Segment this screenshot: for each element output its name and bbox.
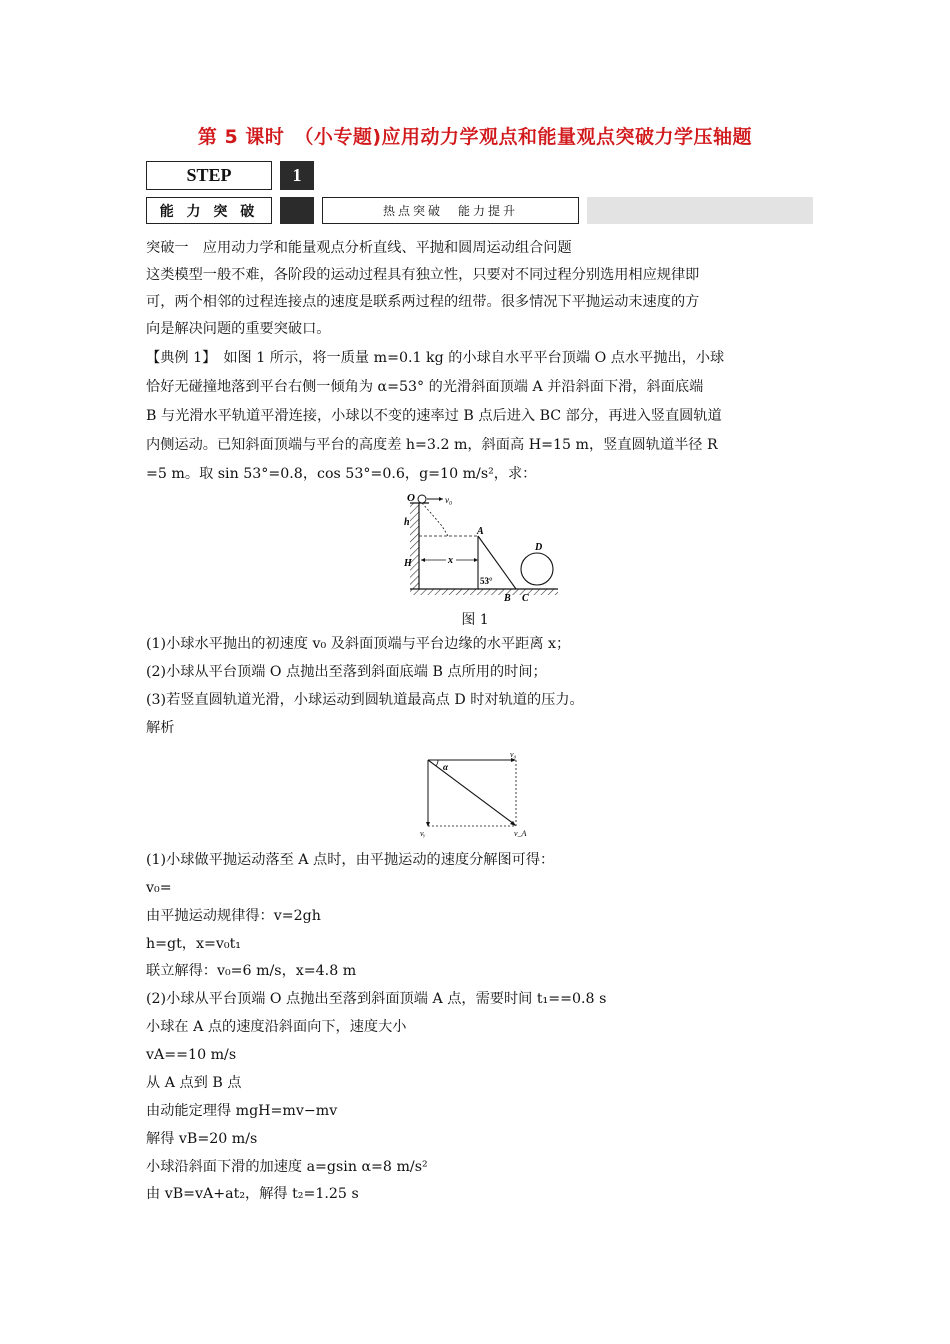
section-grey-bar bbox=[587, 197, 813, 224]
label-B: B bbox=[504, 593, 511, 604]
solution-line: 从 A 点到 B 点 bbox=[146, 1075, 242, 1091]
solution-line: 由平抛运动规律得：v=2gh bbox=[146, 908, 321, 924]
solution-line: (2)小球从平台顶端 O 点抛出至落到斜面顶端 A 点，需要时间 t₁==0.8 s bbox=[146, 991, 607, 1007]
body-line: 这类模型一般不难，各阶段的运动过程具有独立性，只要对不同过程分别选用相应规律即 bbox=[146, 267, 700, 283]
solution-heading: 解析 bbox=[146, 720, 175, 736]
section-subtitle-box: 热点突破 能力提升 bbox=[322, 197, 579, 224]
section-title-box: 能 力 突 破 bbox=[146, 197, 272, 224]
label-v0: v₀ bbox=[510, 750, 517, 759]
step-label-box: STEP bbox=[146, 161, 272, 190]
solution-line: 由 vB=vA+at₂，解得 t₂=1.25 s bbox=[146, 1186, 359, 1202]
label-D: D bbox=[535, 542, 543, 553]
body-line: 向是解决问题的重要突破口。 bbox=[146, 321, 331, 337]
solution-line: 由动能定理得 mgH=mv−mv bbox=[146, 1103, 338, 1119]
solution-line: (1)小球做平抛运动落至 A 点时，由平抛运动的速度分解图可得： bbox=[146, 852, 555, 868]
label-x: x bbox=[448, 555, 453, 566]
solution-line: 小球沿斜面下滑的加速度 a=gsin α=8 m/s² bbox=[146, 1159, 428, 1175]
label-vA: v_A bbox=[514, 829, 527, 838]
solution-line: 联立解得：v₀=6 m/s，x=4.8 m bbox=[146, 963, 357, 979]
example-line: =5 m。取 sin 53°=0.8，cos 53°=0.6，g=10 m/s²，求： bbox=[146, 466, 537, 482]
section-dark-block bbox=[280, 197, 314, 224]
question-line: (2)小球从平台顶端 O 点抛出至落到斜面底端 B 点所用的时间； bbox=[146, 664, 547, 680]
label-A: A bbox=[477, 526, 484, 537]
label-O: O bbox=[407, 492, 415, 504]
label-v0: v₀ bbox=[445, 495, 453, 505]
figure-1-caption: 图 1 bbox=[461, 612, 489, 628]
question-line: (3)若竖直圆轨道光滑，小球运动到圆轨道最高点 D 时对轨道的压力。 bbox=[146, 692, 584, 708]
example-line: 【典例 1】 如图 1 所示，将一质量 m=0.1 kg 的小球自水平平台顶端 O 点水平抛出，小球 bbox=[146, 350, 725, 366]
label-C: C bbox=[522, 593, 529, 604]
page-title: 第 5 课时 （小专题)应用动力学观点和能量观点突破力学压轴题 bbox=[197, 126, 753, 148]
solution-line: 小球在 A 点的速度沿斜面向下，速度大小 bbox=[146, 1019, 407, 1035]
solution-line: vA==10 m/s bbox=[146, 1047, 237, 1063]
solution-line: 解得 vB=20 m/s bbox=[146, 1131, 258, 1147]
figure-1-diagram bbox=[398, 490, 563, 605]
step-number-box: 1 bbox=[280, 161, 314, 190]
label-angle: 53° bbox=[480, 576, 493, 586]
question-line: (1)小球水平抛出的初速度 v₀ 及斜面顶端与平台边缘的水平距离 x； bbox=[146, 636, 571, 652]
label-H: H bbox=[404, 558, 412, 569]
figure-2-velocity-diagram bbox=[418, 748, 536, 840]
solution-line: h=gt，x=v₀t₁ bbox=[146, 936, 241, 952]
label-h: h bbox=[404, 517, 410, 528]
example-line: 内侧运动。已知斜面顶端与平台的高度差 h=3.2 m，斜面高 H=15 m，竖直圆轨道半径 R bbox=[146, 437, 718, 453]
label-alpha: α bbox=[443, 762, 448, 772]
label-vy: vᵧ bbox=[420, 829, 426, 838]
body-line: 突破一 应用动力学和能量观点分析直线、平抛和圆周运动组合问题 bbox=[146, 240, 572, 256]
body-line: 可，两个相邻的过程连接点的速度是联系两过程的纽带。很多情况下平抛运动末速度的方 bbox=[146, 294, 700, 310]
example-line: B 与光滑水平轨道平滑连接，小球以不变的速率过 B 点后进入 BC 部分，再进入竖直圆轨道 bbox=[146, 408, 722, 424]
example-line: 恰好无碰撞地落到平台右侧一倾角为 α=53° 的光滑斜面顶端 A 并沿斜面下滑，斜面底端 bbox=[146, 379, 704, 395]
solution-line: v₀= bbox=[146, 880, 172, 896]
